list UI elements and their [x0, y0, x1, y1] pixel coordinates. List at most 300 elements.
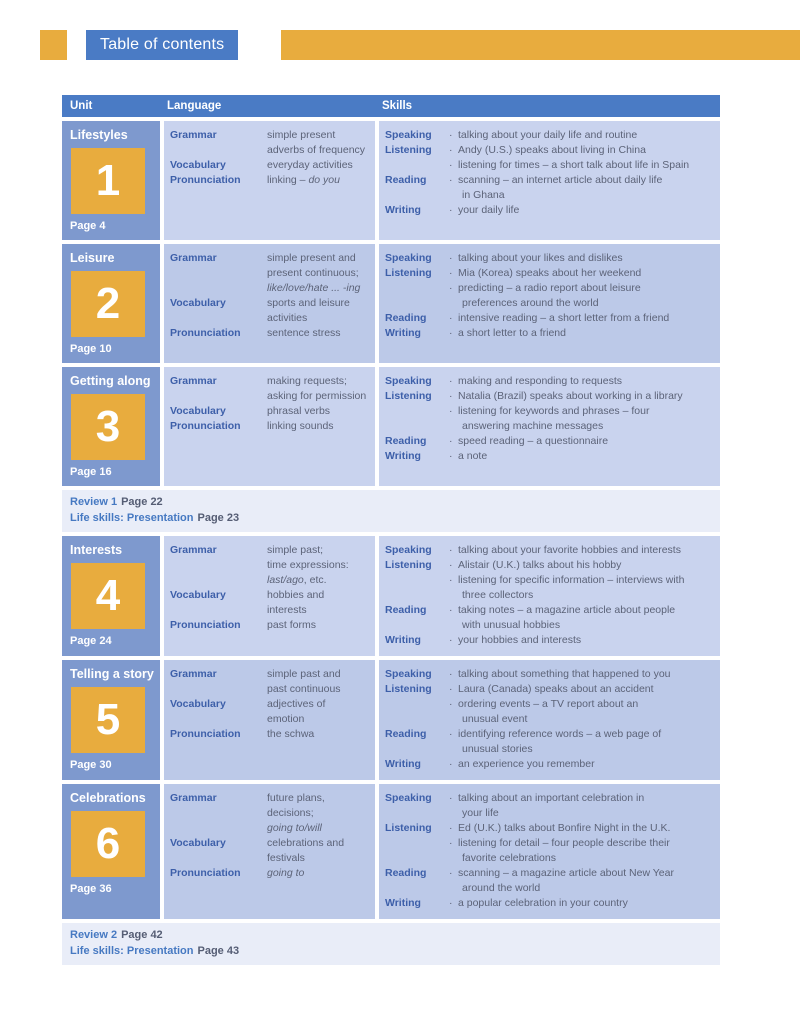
skill-entry	[385, 266, 716, 311]
bullet-text: identifying reference words – a web page of	[458, 728, 662, 740]
language-entry	[170, 296, 371, 326]
skill-label: Listening	[385, 267, 432, 279]
bullet-text: your life	[462, 807, 499, 819]
language-text	[267, 588, 371, 618]
language-line	[267, 836, 371, 851]
skill-label: Writing	[385, 897, 421, 909]
unit-page-label: Page 10	[70, 343, 112, 355]
language-entry	[170, 326, 371, 341]
bullet-dot: ·	[449, 405, 453, 417]
bullet-dot: ·	[449, 897, 453, 909]
bullet-dot: ·	[449, 758, 453, 770]
skill-label: Listening	[385, 559, 432, 571]
skill-bullets	[449, 791, 716, 821]
language-entry	[170, 404, 371, 419]
skill-entry	[385, 543, 716, 558]
bullet-text: your hobbies and interests	[458, 634, 582, 646]
skill-bullets	[449, 633, 716, 648]
language-line	[267, 573, 371, 588]
skill-bullet	[449, 404, 716, 434]
bullet-dot: ·	[449, 312, 453, 324]
skill-entry	[385, 389, 716, 434]
review-row	[62, 923, 720, 965]
skill-entry	[385, 603, 716, 633]
bullet-text: unusual event	[462, 713, 528, 725]
skill-bullets	[449, 326, 716, 341]
language-label: Pronunciation	[170, 174, 241, 186]
language-label: Pronunciation	[170, 728, 241, 740]
skill-entry	[385, 791, 716, 821]
skill-bullets	[449, 389, 716, 434]
bullet-text: unusual stories	[462, 743, 533, 755]
bullet-text: listening for specific information – interviews with	[458, 574, 685, 586]
bullet-line	[449, 281, 716, 296]
text-segment: asking for permission	[267, 390, 367, 402]
skill-bullets	[449, 667, 716, 682]
bullet-text: a popular celebration in your country	[458, 897, 628, 909]
skill-entry	[385, 128, 716, 143]
bullet-line	[449, 806, 716, 821]
text-segment: adjectives of	[267, 698, 326, 710]
review-line	[70, 927, 712, 943]
skill-bullet	[449, 449, 716, 464]
bullet-dot: ·	[449, 174, 453, 186]
language-text	[267, 173, 371, 188]
language-text	[267, 791, 371, 836]
unit-row	[62, 784, 720, 919]
text-segment: future plans,	[267, 792, 325, 804]
bullet-line	[449, 296, 716, 311]
unit-page-label: Page 36	[70, 883, 112, 895]
bullet-line	[449, 173, 716, 188]
bullet-line	[449, 821, 716, 836]
bullet-text: answering machine messages	[462, 420, 604, 432]
skill-bullet	[449, 836, 716, 866]
language-text	[267, 404, 371, 419]
page-title: Table of contents	[86, 30, 238, 60]
language-cell	[164, 536, 375, 656]
language-label: Grammar	[170, 668, 217, 680]
skill-bullet	[449, 311, 716, 326]
bullet-text: ordering events – a TV report about an	[458, 698, 639, 710]
skill-bullets	[449, 896, 716, 911]
language-label: Vocabulary	[170, 297, 226, 309]
life-skills-label: Life skills: Presentation	[70, 945, 194, 957]
bullet-text: around the world	[462, 882, 541, 894]
bullet-text: favorite celebrations	[462, 852, 556, 864]
bullet-line	[449, 251, 716, 266]
text-segment: making requests;	[267, 375, 347, 387]
text-segment: , etc.	[303, 574, 327, 586]
language-text	[267, 667, 371, 697]
skill-label: Speaking	[385, 252, 432, 264]
bullet-dot: ·	[449, 282, 453, 294]
unit-title: Interests	[70, 543, 123, 557]
skill-entry	[385, 633, 716, 648]
language-cell	[164, 367, 375, 486]
language-line	[267, 618, 371, 633]
language-cell	[164, 784, 375, 919]
life-skills-line	[70, 943, 712, 959]
language-entry	[170, 836, 371, 866]
bullet-dot: ·	[449, 634, 453, 646]
unit-number: 3	[95, 402, 121, 451]
bullet-dot: ·	[449, 559, 453, 571]
text-segment: simple past and	[267, 668, 341, 680]
text-segment: simple present	[267, 129, 336, 141]
bullet-dot: ·	[449, 698, 453, 710]
language-line	[267, 419, 371, 434]
language-entry	[170, 251, 371, 296]
skill-bullet	[449, 434, 716, 449]
unit-number: 1	[95, 156, 121, 205]
bullet-line	[449, 573, 716, 588]
language-entry	[170, 697, 371, 727]
language-entry	[170, 543, 371, 588]
bullet-dot: ·	[449, 144, 453, 156]
bullet-text: Ed (U.K.) talks about Bonfire Night in the U.K.	[458, 822, 671, 834]
skill-bullet	[449, 727, 716, 757]
bullet-line	[449, 851, 716, 866]
language-text	[267, 158, 371, 173]
bullet-line	[449, 682, 716, 697]
bullet-line	[449, 757, 716, 772]
text-segment: sports and leisure	[267, 297, 350, 309]
unit-row	[62, 367, 720, 486]
bullet-text: predicting – a radio report about leisure	[458, 282, 641, 294]
language-label: Vocabulary	[170, 589, 226, 601]
skill-bullet	[449, 896, 716, 911]
bullet-text: your daily life	[458, 204, 520, 216]
skill-entry	[385, 251, 716, 266]
skill-label: Reading	[385, 728, 427, 740]
skill-bullet	[449, 543, 716, 558]
bullet-text: preferences around the world	[462, 297, 599, 309]
skill-bullets	[449, 757, 716, 772]
text-segment: decisions;	[267, 807, 314, 819]
unit-page-label: Page 24	[70, 635, 112, 647]
unit-row	[62, 121, 720, 240]
unit-number: 2	[95, 279, 121, 328]
skill-entry	[385, 558, 716, 603]
unit-cell	[62, 536, 160, 656]
language-entry	[170, 588, 371, 618]
language-line	[267, 588, 371, 603]
bullet-line	[449, 896, 716, 911]
language-line	[267, 173, 371, 188]
bullet-text: talking about an important celebration in	[458, 792, 645, 804]
bullet-text: scanning – a magazine article about New Year	[458, 867, 674, 879]
bullet-text: Andy (U.S.) speaks about living in China	[458, 144, 646, 156]
skill-entry	[385, 434, 716, 449]
bullet-line	[449, 712, 716, 727]
skill-label: Listening	[385, 683, 432, 695]
skill-entry	[385, 173, 716, 203]
unit-number-square	[71, 811, 145, 877]
review-label: Review 2	[70, 929, 118, 941]
language-entry	[170, 667, 371, 697]
language-label: Pronunciation	[170, 327, 241, 339]
bullet-dot: ·	[449, 837, 453, 849]
life-skills-label: Life skills: Presentation	[70, 512, 194, 524]
skill-bullet	[449, 389, 716, 404]
language-text	[267, 866, 371, 881]
skill-label: Writing	[385, 634, 421, 646]
language-line	[267, 281, 371, 296]
language-entry	[170, 374, 371, 404]
bullet-text: a short letter to a friend	[458, 327, 566, 339]
language-entry	[170, 866, 371, 881]
unit-cell	[62, 244, 160, 363]
language-entry	[170, 158, 371, 173]
language-line	[267, 851, 371, 866]
language-entry	[170, 618, 371, 633]
language-line	[267, 296, 371, 311]
bullet-text: taking notes – a magazine article about people	[458, 604, 676, 616]
bullet-dot: ·	[449, 544, 453, 556]
skill-bullet	[449, 326, 716, 341]
language-label: Grammar	[170, 129, 217, 141]
text-segment: interests	[267, 604, 307, 616]
skill-entry	[385, 203, 716, 218]
life-skills-line	[70, 510, 712, 526]
unit-page-label: Page 4	[70, 220, 106, 232]
skill-bullet	[449, 281, 716, 311]
text-segment: simple present and	[267, 252, 356, 264]
bullet-line	[449, 618, 716, 633]
language-text	[267, 836, 371, 866]
text-segment: linking sounds	[267, 420, 334, 432]
skill-label: Listening	[385, 144, 432, 156]
skills-cell	[379, 536, 720, 656]
bullet-line	[449, 791, 716, 806]
language-text	[267, 128, 371, 158]
skill-bullets	[449, 266, 716, 311]
language-label: Vocabulary	[170, 405, 226, 417]
unit-number: 5	[95, 695, 121, 744]
skills-cell	[379, 660, 720, 780]
bullet-text: a note	[458, 450, 488, 462]
bullet-text: Natalia (Brazil) speaks about working in a library	[458, 390, 683, 402]
unit-number-square	[71, 687, 145, 753]
bullet-dot: ·	[449, 792, 453, 804]
language-line	[267, 866, 371, 881]
bullet-dot: ·	[449, 435, 453, 447]
text-segment: last/ago	[267, 574, 304, 586]
skill-bullet	[449, 791, 716, 821]
skill-entry	[385, 727, 716, 757]
bullet-text: intensive reading – a short letter from a friend	[458, 312, 670, 324]
bullet-line	[449, 543, 716, 558]
skills-cell	[379, 367, 720, 486]
skill-entry	[385, 757, 716, 772]
language-text	[267, 326, 371, 341]
text-segment: everyday activities	[267, 159, 353, 171]
unit-cell	[62, 660, 160, 780]
language-line	[267, 667, 371, 682]
language-label: Grammar	[170, 792, 217, 804]
text-segment: present continuous;	[267, 267, 359, 279]
unit-title: Lifestyles	[70, 128, 128, 142]
bullet-dot: ·	[449, 204, 453, 216]
bullet-text: Alistair (U.K.) talks about his hobby	[458, 559, 622, 571]
unit-cell	[62, 784, 160, 919]
unit-cell	[62, 367, 160, 486]
bullet-dot: ·	[449, 450, 453, 462]
language-entry	[170, 173, 371, 188]
language-line	[267, 682, 371, 697]
unit-title: Telling a story	[70, 667, 154, 681]
text-segment: time expressions:	[267, 559, 349, 571]
skill-bullets	[449, 543, 716, 558]
bullet-line	[449, 866, 716, 881]
language-line	[267, 374, 371, 389]
bullet-text: in Ghana	[462, 189, 505, 201]
unit-number-square	[71, 394, 145, 460]
skill-entry	[385, 449, 716, 464]
bullet-line	[449, 449, 716, 464]
life-skills-page: Page 23	[197, 512, 240, 524]
bullet-line	[449, 188, 716, 203]
unit-row	[62, 660, 720, 780]
text-segment: linking –	[267, 174, 309, 186]
skill-label: Reading	[385, 435, 427, 447]
review-row	[62, 490, 720, 532]
language-line	[267, 158, 371, 173]
language-text	[267, 374, 371, 404]
language-cell	[164, 121, 375, 240]
skill-entry	[385, 374, 716, 389]
skill-bullets	[449, 311, 716, 326]
bullet-line	[449, 727, 716, 742]
unit-number-square	[71, 563, 145, 629]
text-segment: the schwa	[267, 728, 315, 740]
unit-number-square	[71, 148, 145, 214]
review-label: Review 1	[70, 496, 118, 508]
bullet-dot: ·	[449, 267, 453, 279]
text-segment: hobbies and	[267, 589, 325, 601]
bullet-line	[449, 603, 716, 618]
text-segment: past forms	[267, 619, 317, 631]
skill-entry	[385, 311, 716, 326]
text-segment: going to/will	[267, 822, 322, 834]
unit-title: Getting along	[70, 374, 151, 388]
language-label: Grammar	[170, 544, 217, 556]
bullet-line	[449, 266, 716, 281]
bullet-text: talking about something that happened to you	[458, 668, 671, 680]
skill-bullets	[449, 449, 716, 464]
column-header-skills: Skills	[382, 100, 413, 112]
skill-bullets	[449, 558, 716, 603]
skill-entry	[385, 682, 716, 727]
text-segment: do you	[308, 174, 340, 186]
bullet-text: talking about your favorite hobbies and interests	[458, 544, 681, 556]
language-label: Grammar	[170, 375, 217, 387]
skill-bullet	[449, 697, 716, 727]
skill-bullets	[449, 821, 716, 866]
language-line	[267, 389, 371, 404]
review-line	[70, 494, 712, 510]
skill-bullet	[449, 603, 716, 633]
skill-bullet	[449, 251, 716, 266]
bullet-line	[449, 742, 716, 757]
language-text	[267, 296, 371, 326]
skill-bullet	[449, 573, 716, 603]
language-line	[267, 326, 371, 341]
language-line	[267, 712, 371, 727]
review-page: Page 42	[121, 929, 163, 941]
bullet-line	[449, 389, 716, 404]
text-segment: past continuous	[267, 683, 341, 695]
skills-cell	[379, 121, 720, 240]
bullet-text: Laura (Canada) speaks about an accident	[458, 683, 654, 695]
bullet-dot: ·	[449, 129, 453, 141]
skill-bullets	[449, 603, 716, 633]
skill-entry	[385, 143, 716, 173]
skill-label: Reading	[385, 174, 427, 186]
skill-label: Reading	[385, 604, 427, 616]
bullet-line	[449, 558, 716, 573]
skill-entry	[385, 821, 716, 866]
skill-bullets	[449, 251, 716, 266]
skill-bullet	[449, 143, 716, 158]
skill-bullet	[449, 558, 716, 573]
language-text	[267, 697, 371, 727]
skills-cell	[379, 244, 720, 363]
unit-page-label: Page 16	[70, 466, 112, 478]
bullet-dot: ·	[449, 604, 453, 616]
bullet-line	[449, 326, 716, 341]
language-line	[267, 791, 371, 806]
skill-bullets	[449, 143, 716, 173]
unit-title: Celebrations	[70, 791, 146, 805]
skill-bullet	[449, 266, 716, 281]
skill-bullet	[449, 821, 716, 836]
bullet-dot: ·	[449, 728, 453, 740]
bullet-dot: ·	[449, 252, 453, 264]
language-text	[267, 419, 371, 434]
text-segment: going to	[267, 867, 305, 879]
skill-label: Speaking	[385, 375, 432, 387]
bullet-dot: ·	[449, 867, 453, 879]
text-segment: festivals	[267, 852, 305, 864]
language-label: Vocabulary	[170, 837, 226, 849]
life-skills-page: Page 43	[197, 945, 240, 957]
skill-bullets	[449, 682, 716, 727]
language-line	[267, 143, 371, 158]
bullet-line	[449, 143, 716, 158]
skill-bullets	[449, 434, 716, 449]
skill-label: Speaking	[385, 544, 432, 556]
bullet-line	[449, 836, 716, 851]
bullet-text: making and responding to requests	[458, 375, 623, 387]
skill-label: Speaking	[385, 792, 432, 804]
bullet-dot: ·	[449, 159, 453, 171]
unit-number: 4	[95, 571, 121, 620]
skill-bullet	[449, 682, 716, 697]
skill-label: Listening	[385, 822, 432, 834]
language-line	[267, 603, 371, 618]
language-line	[267, 727, 371, 742]
text-segment: like/love/hate ... -ing	[267, 282, 361, 294]
skill-bullets	[449, 203, 716, 218]
text-segment: activities	[267, 312, 308, 324]
bullet-line	[449, 311, 716, 326]
unit-row	[62, 536, 720, 656]
bullet-dot: ·	[449, 683, 453, 695]
table-header-row	[62, 95, 720, 117]
skill-bullets	[449, 374, 716, 389]
